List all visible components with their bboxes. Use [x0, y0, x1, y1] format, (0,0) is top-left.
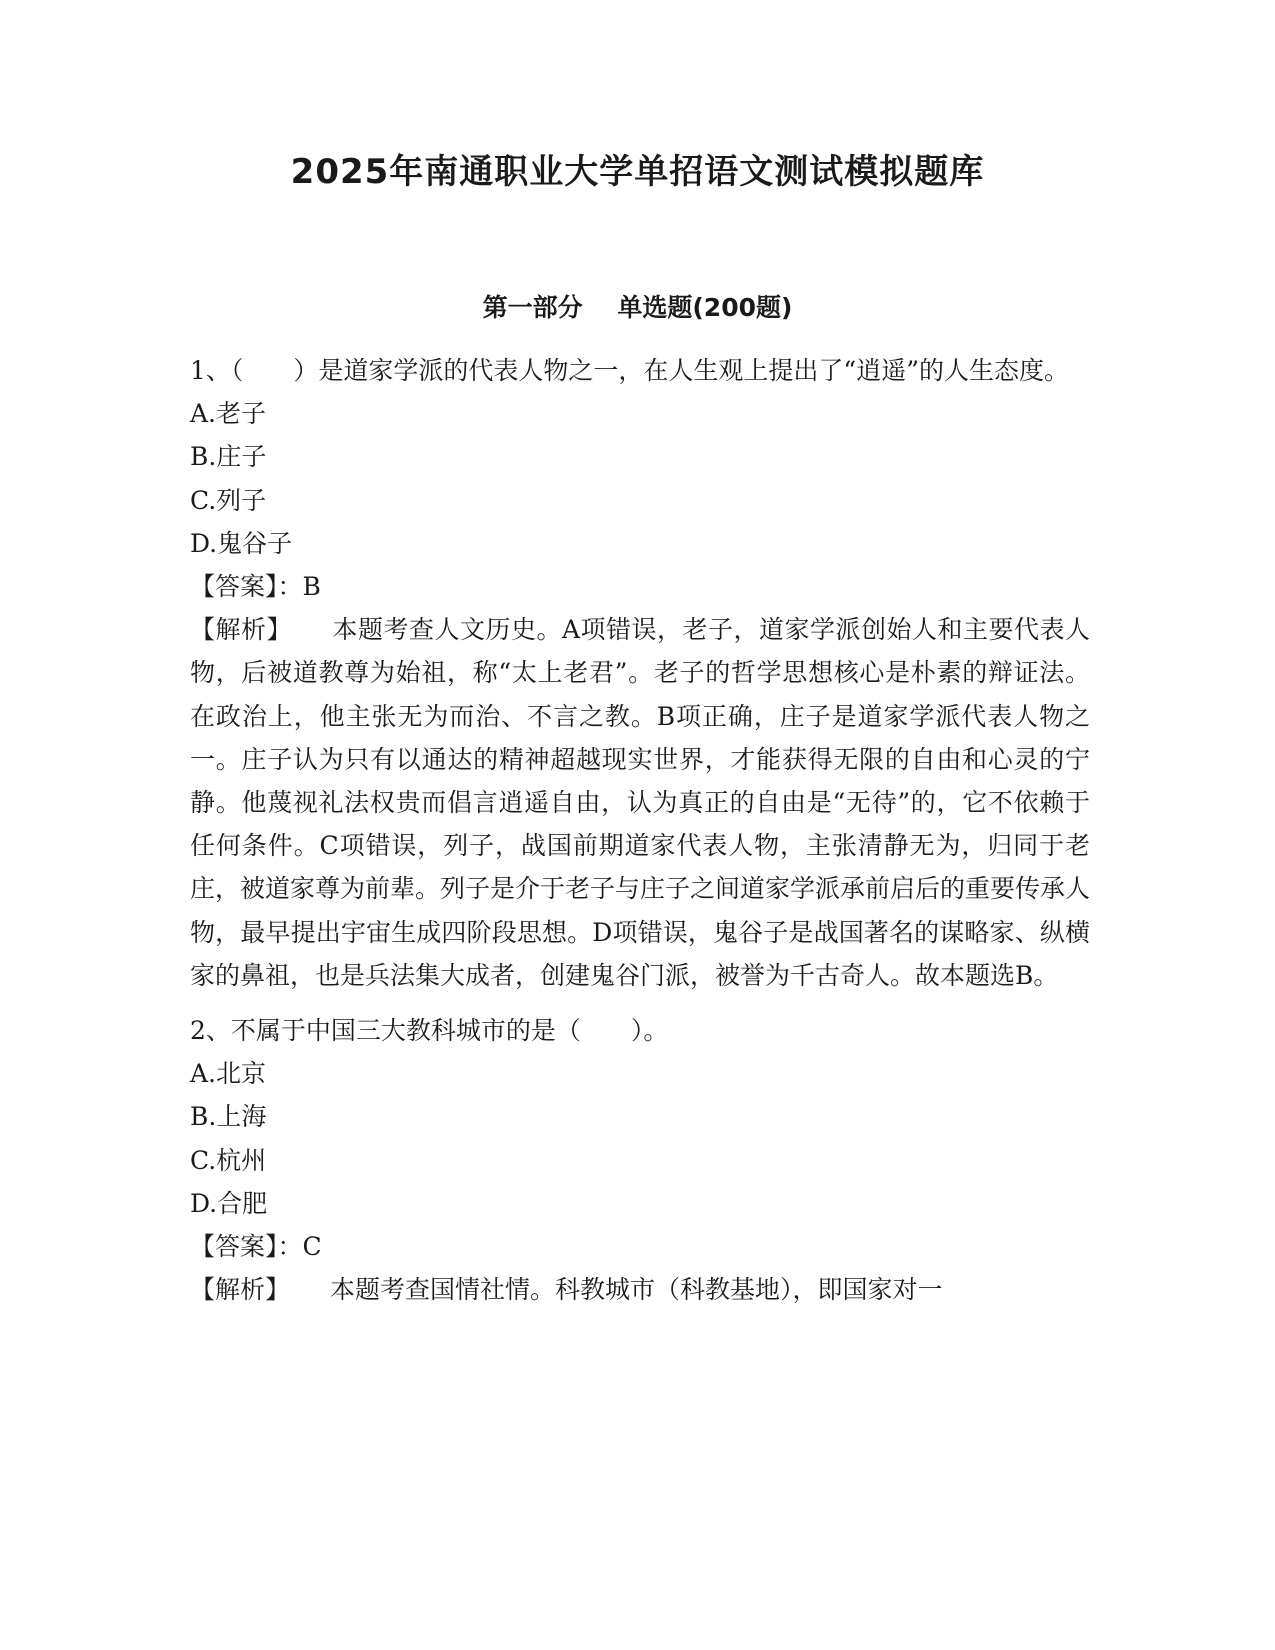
question-option-a: A.老子 [190, 399, 267, 429]
question-option-a: A.北京 [190, 1059, 267, 1089]
question-option-d: D.合肥 [190, 1188, 268, 1218]
answer-value: C [302, 1232, 322, 1262]
section-title: 第一部分 单选题(200题) [482, 293, 793, 322]
answer-label: 【答案】： [190, 1232, 303, 1262]
answer-value: B [302, 572, 321, 602]
analysis-label: 【解析】 [190, 615, 292, 645]
question-item [190, 1009, 1090, 1311]
question-option-c: C.杭州 [190, 1145, 267, 1175]
question-option-d: D.鬼谷子 [190, 528, 293, 558]
question-answer [190, 565, 1090, 608]
analysis-text: 本题考查人文历史。A项错误，老子，道家学派创始人和主要代表人物，后被道教尊为始祖，称“太上老君”。老子的哲学思想核心是朴素的辩证法。在政治上，他主张无为而治、不言之教。B项正确，庄子是道家学派代表人物之一。庄子认为只有以通达的精神超越现实世界，才能获得无限的自由和心灵的宁静。他蔑视礼法权贵而倡言逍遥自由，认为真正的自由是“无待”的，它不依赖于任何条件。C项错误，列子，战国前期道家代表人物，主张清静无为，归同于老庄，被道家尊为前辈。列子是介于老子与庄子之间道家学派承前启后的重要传承人物，最早提出宇宙生成四阶段思想。D项错误，鬼谷子是战国著名的谋略家、纵横家的鼻祖，也是兵法集大成者，创建鬼谷门派，被誉为千古奇人。故本题选B。 [190, 615, 1091, 990]
question-stem: 2、不属于中国三大教科城市的是（ ）。 [190, 1016, 669, 1046]
question-item [190, 349, 1090, 997]
analysis-label: 【解析】 [190, 1275, 291, 1305]
question-option-c: C.列子 [190, 485, 267, 515]
document-title: 2025年南通职业大学单招语文测试模拟题库 [290, 152, 985, 192]
question-option-b: B.庄子 [190, 442, 267, 472]
answer-label: 【答案】： [190, 572, 303, 602]
question-list [190, 349, 1090, 1311]
question-option-b: B.上海 [190, 1102, 267, 1132]
question-analysis [190, 1268, 1090, 1311]
question-answer [190, 1225, 1090, 1268]
question-analysis [190, 608, 1090, 997]
question-stem: 1、（ ）是道家学派的代表人物之一，在人生观上提出了“逍遥”的人生态度。 [190, 356, 1069, 385]
analysis-text: 本题考查国情社情。科教城市（科教基地），即国家对一 [330, 1275, 943, 1305]
